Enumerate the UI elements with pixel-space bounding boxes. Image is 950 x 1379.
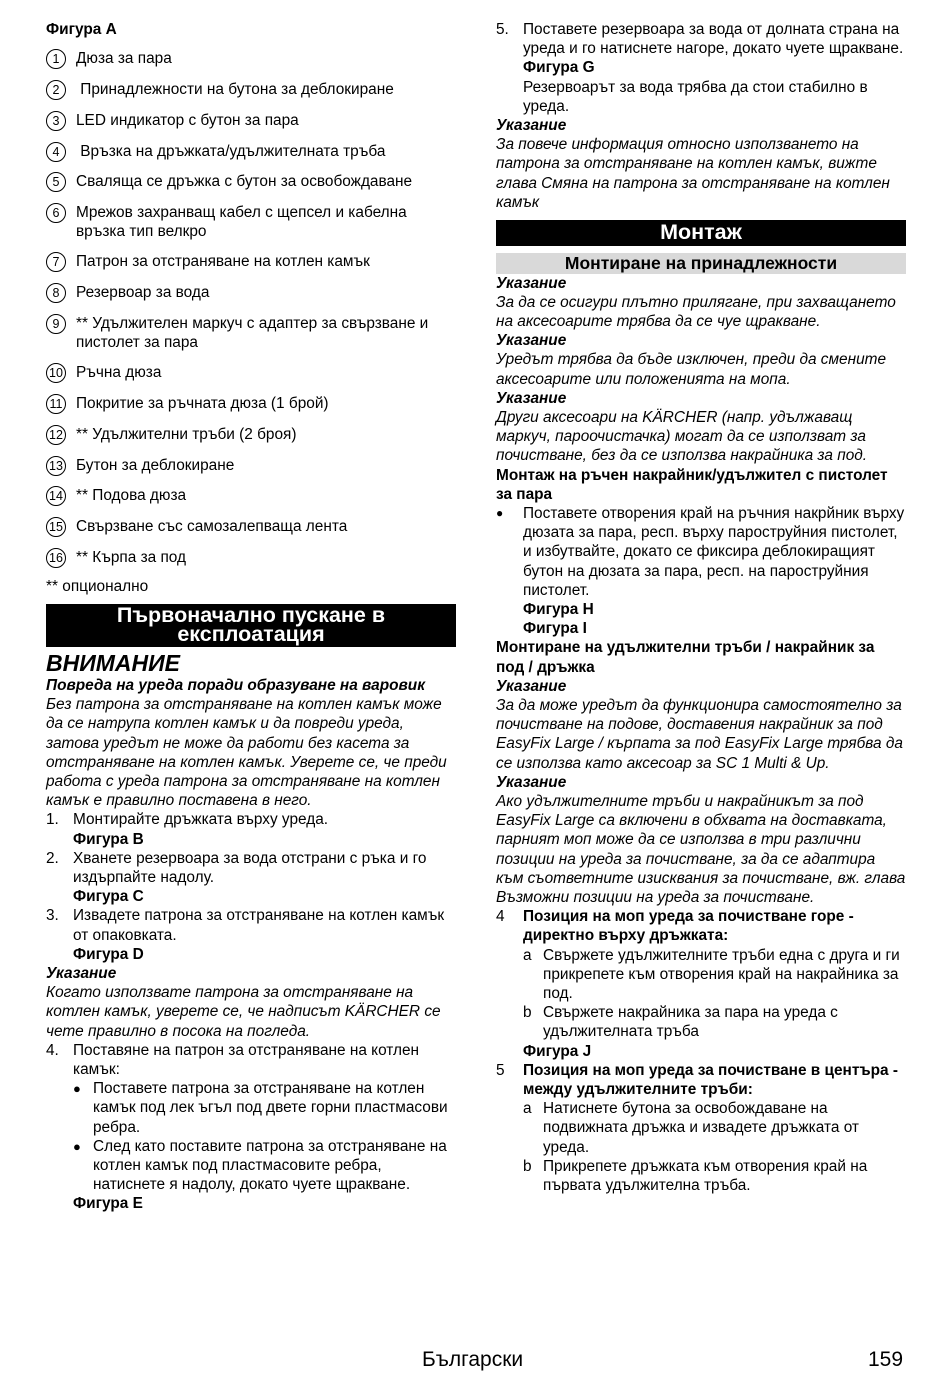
- figure-g-label: Фигура G: [523, 59, 595, 77]
- note-label: Указание: [496, 677, 567, 695]
- sub-item: b Свържете накрайника за пара на уреда с удължителната тръба: [496, 1003, 906, 1041]
- legend-item: [46, 49, 456, 69]
- note-label: Указание: [46, 965, 117, 983]
- legend-list: [46, 49, 456, 568]
- note-label: Указание: [496, 773, 567, 791]
- legend-number-badge: 6: [46, 203, 66, 223]
- legend-item: [46, 517, 456, 537]
- legend-item-text: ** Кърпа за под: [76, 548, 186, 566]
- figure-d-label: Фигура D: [73, 945, 144, 963]
- legend-number-badge: 15: [46, 517, 66, 537]
- legend-item-text: Покритие за ръчната дюза (1 брой): [76, 394, 329, 412]
- position-4: [496, 907, 906, 945]
- legend-number-badge: 4: [46, 142, 66, 162]
- bullet-dot-icon: ●: [73, 1081, 81, 1097]
- sub-item: b Прикрепете дръжката към отворения край на първата удължителна тръба.: [496, 1157, 906, 1195]
- step-2: 2. Хванете резервоара за вода отстрани с ръка и го издърпайте надолу.: [46, 849, 456, 887]
- mount-hand-nozzle-title: Монтаж на ръчен накрайник/удължител с пистолет за пара: [496, 466, 888, 503]
- step-1: 1. Монтирайте дръжката върху уреда.: [46, 810, 456, 829]
- legend-item-text: Мрежов захранващ кабел с щепсел и кабелна връзка тип велкро: [76, 204, 411, 241]
- legend-item: [46, 111, 456, 131]
- note-label: Указание: [496, 389, 567, 407]
- legend-number-badge: 11: [46, 394, 66, 414]
- bullet-item: [496, 504, 906, 600]
- figure-b-label: Фигура B: [73, 830, 144, 848]
- legend-item-text: Сваляща се дръжка с бутон за освобождаване: [76, 173, 413, 191]
- position-4-a-text: Свържете удължителните тръби една с друга и ги прикрепете към отворения край на накрайника за под.: [543, 946, 900, 1003]
- page-number: 159: [868, 1348, 904, 1371]
- legend-item-text: Патрон за отстраняване на котлен камък: [76, 253, 370, 271]
- step-3-text: Извадете патрона за отстраняване на котлен камък от опаковката.: [73, 907, 445, 944]
- section-heading-first-operation: [46, 604, 456, 647]
- tubes-title: Монтиране на удължителни тръби / накрайник за под / дръжка: [496, 639, 875, 676]
- legend-item-text: Бутон за деблокиране: [76, 456, 235, 474]
- figure-j-label: Фигура J: [523, 1042, 592, 1060]
- optional-note: ** опционално: [46, 577, 149, 595]
- legend-number-badge: 9: [46, 314, 66, 334]
- position-5-title: Позиция на моп уреда за почистване в центъра - между удължителните тръби:: [523, 1061, 898, 1099]
- legend-item: [46, 363, 456, 383]
- step-4: 4. Поставяне на патрон за отстраняване на котлен камък:: [46, 1041, 456, 1079]
- position-5: [496, 1061, 906, 1099]
- sub-item: a Натиснете бутона за освобождаване на подвижната дръжка и извадете дръжката от уреда.: [496, 1099, 906, 1157]
- warning-subtitle: Повреда на уреда поради образуване на варовик: [46, 676, 425, 694]
- step-5-detail: Резервоарът за вода трябва да стои стабилно в уреда.: [523, 78, 868, 115]
- legend-item-text: ** Удължителни тръби (2 броя): [76, 425, 297, 443]
- bullet-item: [46, 1079, 456, 1137]
- figure-a-label: Фигура A: [46, 21, 117, 38]
- legend-number-badge: 12: [46, 425, 66, 445]
- note-text: За да се осигури плътно прилягане, при захващането на аксесоарите трябва да се чуе щракване.: [496, 293, 896, 330]
- legend-number-badge: 3: [46, 111, 66, 131]
- figure-e-label: Фигура E: [73, 1195, 143, 1213]
- mount-bullet-text: Поставете отворения край на ръчния накрйник върху дюзата за пара, респ. върху пароструйния пистолет, и избутвайте, докато се фиксира деблокиращият бутон на дюзата за пара, респ. на пароструйния пистолет.: [523, 504, 905, 599]
- legend-item-text: Дюза за пара: [76, 50, 172, 68]
- legend-item: [46, 548, 456, 568]
- step-3: 3. Извадете патрона за отстраняване на котлен камък от опаковката.: [46, 906, 456, 944]
- note-label: Указание: [496, 274, 567, 292]
- legend-number-badge: 1: [46, 49, 66, 69]
- legend-item: [46, 425, 456, 445]
- legend-item-text: ** Удължителен маркуч с адаптер за свързване и пистолет за пара: [76, 314, 433, 352]
- note-label: Указание: [496, 332, 567, 350]
- bullet-item: [46, 1137, 456, 1195]
- legend-number-badge: 14: [46, 486, 66, 506]
- note-text: За да може уредът да функционира самостоятелно за почистване на подове, доставения накрайник за под EasyFix Large / кърпата за под EasyFix Large трябва да се използва като аксесоар за SC 1 Multi & Up.: [496, 697, 903, 772]
- section-heading-assembly: Монтаж: [496, 220, 906, 246]
- legend-item: [46, 172, 456, 192]
- note-text: Ако удължителните тръби и накрайникът за под EasyFix Large са включени в обхвата на доставката, парният моп може да се използва в три различни позиции на уреда за почистване, за да се адаптира към съответните изисквания за почистване, вж. глава Възможни позиции на уреда за почистване.: [496, 793, 906, 907]
- legend-item-text: Свързване със самозалепваща лента: [76, 518, 348, 536]
- bullet-2-text: След като поставите патрона за отстраняване на котлен камък под пластмасовите ребра, натиснете я надолу, докато чуете щракване.: [93, 1137, 447, 1194]
- right-column: [496, 20, 906, 1195]
- position-4-b-text: Свържете накрайника за пара на уреда с удължителната тръба: [543, 1004, 838, 1041]
- legend-item-text: LED индикатор с бутон за пара: [76, 111, 299, 129]
- legend-item: [46, 486, 456, 506]
- left-column: [46, 20, 456, 1214]
- legend-item: [46, 80, 456, 100]
- legend-number-badge: 16: [46, 548, 66, 568]
- note-text: За повече информация относно използването на патрона за отстраняване на котлен камък, вижте глава Смяна на патрона за отстраняване на котлен камък: [496, 136, 890, 211]
- legend-item: [46, 394, 456, 414]
- legend-item-text: Ръчна дюза: [76, 364, 162, 382]
- step-5-text: Поставете резервоара за вода от долната страна на уреда и го натиснете нагоре, докато чуете щракване.: [523, 21, 904, 58]
- warning-text: Без патрона за отстраняване на котлен камък може да се натрупа котлен камък и да повреди уреда, затова уредът не може да работи без касета за отстраняване на котлен камък. Уверете се, че преди работа с уреда патрона за отстраняване на котлен камък е правилно поставена в него.: [46, 696, 447, 810]
- legend-number-badge: 2: [46, 80, 66, 100]
- step-5: 5. Поставете резервоара за вода от долната страна на уреда и го натиснете нагоре, докато чуете щракване.: [496, 20, 906, 58]
- legend-number-badge: 10: [46, 363, 66, 383]
- warning-title: ВНИМАНИЕ: [46, 649, 181, 676]
- legend-number-badge: 5: [46, 172, 66, 192]
- legend-number-badge: 8: [46, 283, 66, 303]
- bullet-dot-icon: ●: [73, 1138, 81, 1154]
- note-text: Когато използвате патрона за отстраняване на котлен камък, уверете се, че надписът KÄRCHER се чете правилно в посока на погледа.: [46, 984, 441, 1040]
- section-heading-line2: експлоатация: [177, 622, 325, 647]
- step-4-text: Поставяне на патрон за отстраняване на котлен камък:: [73, 1041, 420, 1079]
- bullet-dot-icon: ●: [496, 505, 504, 520]
- legend-item-text: Резервоар за вода: [76, 284, 210, 302]
- position-4-number: 4: [496, 908, 505, 926]
- section-heading-line1: Първоначално пускане в: [116, 602, 386, 627]
- legend-number-badge: 7: [46, 252, 66, 272]
- legend-item-text: ** Подова дюза: [76, 487, 187, 505]
- position-5-a-text: Натиснете бутона за освобождаване на подвижната дръжка и извадете дръжката от уреда.: [543, 1100, 859, 1156]
- bullet-1-text: Поставете патрона за отстраняване на котлен камък под лек ъгъл под двете горни пластмасови ребра.: [93, 1080, 448, 1136]
- position-5-number: 5: [496, 1061, 505, 1079]
- legend-item: [46, 252, 456, 272]
- legend-item: [46, 203, 456, 241]
- position-5-b-text: Прикрепете дръжката към отворения край на първата удължителна тръба.: [543, 1157, 868, 1195]
- figure-i-label: Фигура I: [523, 620, 587, 638]
- note-text: Други аксесоари на KÄRCHER (напр. удължаващ маркуч, пароочистачка) могат да се използват за почистване, без да се използва накрайника за под.: [496, 408, 868, 465]
- legend-item: [46, 314, 456, 352]
- legend-item: [46, 456, 456, 476]
- footer-language: Български: [422, 1348, 524, 1371]
- position-4-title: Позиция на моп уреда за почистване горе - директно върху дръжката:: [523, 908, 854, 945]
- legend-item-text: Връзка на дръжката/удължителната тръба: [76, 142, 386, 160]
- legend-number-badge: 13: [46, 456, 66, 476]
- figure-h-label: Фигура H: [523, 600, 594, 618]
- legend-item-text: Принадлежности на бутона за деблокиране: [76, 81, 394, 98]
- step-2-text: Хванете резервоара за вода отстрани с ръка и го издърпайте надолу.: [73, 849, 427, 886]
- note-text: Уредът трябва да бъде изключен, преди да смените аксесоарите или положенията на мопа.: [496, 351, 887, 388]
- legend-item: [46, 283, 456, 303]
- sub-item: a Свържете удължителните тръби една с друга и ги прикрепете към отворения край на накрайника за под.: [496, 946, 906, 1004]
- legend-item: [46, 142, 456, 162]
- figure-c-label: Фигура C: [73, 888, 144, 906]
- subsection-heading-accessories: Монтиране на принадлежности: [496, 253, 906, 274]
- step-1-text: Монтирайте дръжката върху уреда.: [73, 811, 329, 829]
- note-label: Указание: [496, 117, 567, 135]
